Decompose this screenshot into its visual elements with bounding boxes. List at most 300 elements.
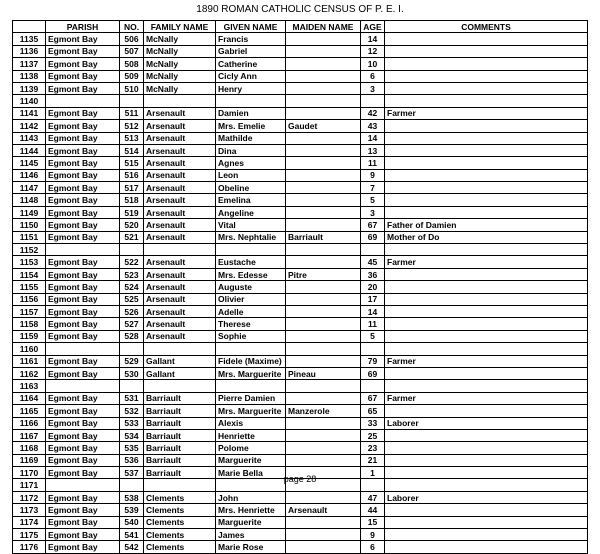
age-cell: 23 [361, 442, 385, 454]
no-cell: 509 [120, 70, 144, 82]
given-name-cell: Sophie [216, 330, 286, 342]
table-row [13, 491, 588, 503]
comments-cell [385, 529, 588, 541]
maiden-name-cell [286, 132, 361, 144]
table-row [13, 58, 588, 70]
parish-cell: Egmont Bay [46, 169, 120, 181]
row-index-cell: 1172 [13, 491, 46, 503]
row-index-cell: 1138 [13, 70, 46, 82]
comments-cell [385, 367, 588, 379]
comments-cell [385, 33, 588, 45]
family-name-cell: Arsenault [144, 305, 216, 317]
given-name-cell: Marguerite [216, 454, 286, 466]
age-cell: 69 [361, 367, 385, 379]
table-row [13, 95, 588, 107]
family-name-cell: Barriault [144, 405, 216, 417]
no-cell: 518 [120, 194, 144, 206]
parish-cell: Egmont Bay [46, 256, 120, 268]
maiden-name-cell [286, 244, 361, 256]
row-index-cell: 1165 [13, 405, 46, 417]
row-index-cell: 1169 [13, 454, 46, 466]
age-cell: 67 [361, 219, 385, 231]
no-cell: 516 [120, 169, 144, 181]
age-cell: 67 [361, 392, 385, 404]
given-name-cell: Leon [216, 169, 286, 181]
row-index-cell: 1171 [13, 479, 46, 491]
comments-cell: Laborer [385, 417, 588, 429]
family-name-cell [144, 244, 216, 256]
given-name-cell: Dina [216, 144, 286, 156]
family-name-cell: McNally [144, 82, 216, 94]
comments-cell [385, 120, 588, 132]
maiden-name-cell [286, 293, 361, 305]
age-cell: 47 [361, 491, 385, 503]
row-index-cell: 1151 [13, 231, 46, 243]
parish-cell: Egmont Bay [46, 219, 120, 231]
parish-cell: Egmont Bay [46, 454, 120, 466]
maiden-name-cell [286, 417, 361, 429]
comments-cell [385, 169, 588, 181]
table-row [13, 529, 588, 541]
maiden-name-cell [286, 541, 361, 553]
given-name-cell: Obeline [216, 182, 286, 194]
parish-cell: Egmont Bay [46, 504, 120, 516]
maiden-name-cell [286, 95, 361, 107]
comments-cell [385, 343, 588, 355]
row-index-cell: 1153 [13, 256, 46, 268]
maiden-name-cell [286, 194, 361, 206]
age-cell: 6 [361, 541, 385, 553]
no-cell: 540 [120, 516, 144, 528]
given-name-cell: Henry [216, 82, 286, 94]
table-row [13, 405, 588, 417]
no-cell: 541 [120, 529, 144, 541]
no-cell [120, 95, 144, 107]
table-row [13, 206, 588, 218]
age-cell [361, 343, 385, 355]
maiden-name-cell [286, 454, 361, 466]
no-cell: 512 [120, 120, 144, 132]
given-name-cell: Marie Bella [216, 467, 286, 479]
parish-cell: Egmont Bay [46, 132, 120, 144]
given-name-cell: Mrs. Marguerite [216, 367, 286, 379]
age-cell: 79 [361, 355, 385, 367]
parish-cell: Egmont Bay [46, 318, 120, 330]
age-cell: 45 [361, 256, 385, 268]
given-name-cell: Auguste [216, 281, 286, 293]
maiden-name-cell: Pitre [286, 268, 361, 280]
comments-cell [385, 132, 588, 144]
comments-cell [385, 516, 588, 528]
comments-cell [385, 281, 588, 293]
maiden-name-cell [286, 442, 361, 454]
no-cell: 526 [120, 305, 144, 317]
comments-cell [385, 330, 588, 342]
row-index-cell: 1162 [13, 367, 46, 379]
table-row [13, 454, 588, 466]
family-name-cell: Arsenault [144, 107, 216, 119]
maiden-name-cell: Gaudet [286, 120, 361, 132]
table-row [13, 442, 588, 454]
family-name-cell: Gallant [144, 367, 216, 379]
maiden-name-cell [286, 343, 361, 355]
age-cell: 69 [361, 231, 385, 243]
no-cell: 520 [120, 219, 144, 231]
no-cell: 514 [120, 144, 144, 156]
parish-cell: Egmont Bay [46, 70, 120, 82]
row-index-cell: 1166 [13, 417, 46, 429]
table-row [13, 219, 588, 231]
comments-header: COMMENTS [385, 21, 588, 33]
age-cell: 11 [361, 318, 385, 330]
row-index-cell: 1135 [13, 33, 46, 45]
given-name-cell: Gabriel [216, 45, 286, 57]
table-row [13, 169, 588, 181]
family-name-cell: Arsenault [144, 281, 216, 293]
given-name-cell: Vital [216, 219, 286, 231]
parish-cell [46, 95, 120, 107]
parish-cell: Egmont Bay [46, 231, 120, 243]
maiden-name-cell [286, 529, 361, 541]
age-cell: 14 [361, 132, 385, 144]
no-cell: 527 [120, 318, 144, 330]
parish-cell: Egmont Bay [46, 392, 120, 404]
given-name-cell: Angeline [216, 206, 286, 218]
maiden-name-cell [286, 318, 361, 330]
family-name-cell: McNally [144, 70, 216, 82]
family-name-cell: Arsenault [144, 219, 216, 231]
maiden-name-cell [286, 82, 361, 94]
given-name-cell: Marguerite [216, 516, 286, 528]
given-name-cell: Alexis [216, 417, 286, 429]
table-row [13, 244, 588, 256]
parish-cell: Egmont Bay [46, 33, 120, 45]
row-index-cell: 1154 [13, 268, 46, 280]
maiden-name-cell: Manzerole [286, 405, 361, 417]
table-row [13, 231, 588, 243]
maiden-name-cell [286, 355, 361, 367]
age-cell: 11 [361, 157, 385, 169]
age-cell [361, 95, 385, 107]
no-cell: 522 [120, 256, 144, 268]
parish-cell: Egmont Bay [46, 355, 120, 367]
table-row [13, 107, 588, 119]
table-row [13, 120, 588, 132]
parish-cell: Egmont Bay [46, 305, 120, 317]
table-row [13, 144, 588, 156]
given-name-cell: John [216, 491, 286, 503]
age-cell: 33 [361, 417, 385, 429]
given-name-cell: Mrs. Henriette [216, 504, 286, 516]
age-cell [361, 380, 385, 392]
age-cell: 10 [361, 58, 385, 70]
family-name-cell: Barriault [144, 392, 216, 404]
maiden-name-cell: Arsenault [286, 504, 361, 516]
no-cell [120, 244, 144, 256]
age-header: AGE [361, 21, 385, 33]
age-cell: 13 [361, 144, 385, 156]
given-name-cell: Damien [216, 107, 286, 119]
table-row [13, 417, 588, 429]
row-index-cell: 1136 [13, 45, 46, 57]
family-name-cell: McNally [144, 58, 216, 70]
table-row [13, 541, 588, 553]
no-cell: 521 [120, 231, 144, 243]
maiden-name-cell [286, 58, 361, 70]
maiden-name-cell [286, 107, 361, 119]
parish-cell: Egmont Bay [46, 330, 120, 342]
row-index-cell: 1157 [13, 305, 46, 317]
row-index-cell: 1175 [13, 529, 46, 541]
table-row [13, 70, 588, 82]
parish-cell: Egmont Bay [46, 429, 120, 441]
family-name-cell: McNally [144, 33, 216, 45]
comments-cell [385, 194, 588, 206]
given-name-cell: Mrs. Marguerite [216, 405, 286, 417]
parish-cell: Egmont Bay [46, 293, 120, 305]
no-cell: 524 [120, 281, 144, 293]
no-header: NO. [120, 21, 144, 33]
family-name-cell: Clements [144, 491, 216, 503]
maiden-name-cell [286, 169, 361, 181]
parish-cell: Egmont Bay [46, 417, 120, 429]
no-cell: 530 [120, 367, 144, 379]
maiden-name-cell [286, 45, 361, 57]
comments-cell: Farmer [385, 392, 588, 404]
row-index-header [13, 21, 46, 33]
maiden-name-cell [286, 429, 361, 441]
parish-cell: Egmont Bay [46, 120, 120, 132]
document-title: 1890 ROMAN CATHOLIC CENSUS OF P. E. I. [196, 4, 404, 15]
no-cell: 532 [120, 405, 144, 417]
given-name-cell: Adelle [216, 305, 286, 317]
row-index-cell: 1145 [13, 157, 46, 169]
row-index-cell: 1144 [13, 144, 46, 156]
table-row [13, 157, 588, 169]
age-cell: 20 [361, 281, 385, 293]
row-index-cell: 1161 [13, 355, 46, 367]
given-name-cell: Eustache [216, 256, 286, 268]
age-cell: 9 [361, 169, 385, 181]
given-name-cell [216, 95, 286, 107]
comments-cell: Father of Damien [385, 219, 588, 231]
given-name-cell [216, 380, 286, 392]
family-name-cell: Arsenault [144, 157, 216, 169]
comments-cell [385, 442, 588, 454]
table-row [13, 33, 588, 45]
row-index-cell: 1173 [13, 504, 46, 516]
parish-cell: Egmont Bay [46, 268, 120, 280]
table-row [13, 392, 588, 404]
maiden-name-cell [286, 206, 361, 218]
maiden-name-cell: Barriault [286, 231, 361, 243]
family-name-cell: Arsenault [144, 169, 216, 181]
no-cell: 537 [120, 467, 144, 479]
comments-cell: Mother of Do [385, 231, 588, 243]
row-index-cell: 1141 [13, 107, 46, 119]
parish-cell [46, 343, 120, 355]
given-name-cell [216, 343, 286, 355]
maiden-name-cell [286, 380, 361, 392]
family-name-cell: Arsenault [144, 293, 216, 305]
age-cell: 21 [361, 454, 385, 466]
comments-cell: Laborer [385, 491, 588, 503]
maiden-name-cell [286, 33, 361, 45]
page-number: page 28 [283, 474, 317, 484]
parish-cell: Egmont Bay [46, 467, 120, 479]
row-index-cell: 1147 [13, 182, 46, 194]
parish-cell: Egmont Bay [46, 206, 120, 218]
table-row [13, 182, 588, 194]
parish-cell: Egmont Bay [46, 45, 120, 57]
age-cell: 3 [361, 206, 385, 218]
row-index-cell: 1158 [13, 318, 46, 330]
family-name-cell: Arsenault [144, 132, 216, 144]
row-index-cell: 1164 [13, 392, 46, 404]
no-cell [120, 380, 144, 392]
table-row [13, 268, 588, 280]
family-name-cell: Arsenault [144, 120, 216, 132]
age-cell: 1 [361, 467, 385, 479]
no-cell: 506 [120, 33, 144, 45]
comments-cell [385, 268, 588, 280]
family-name-cell: Arsenault [144, 256, 216, 268]
no-cell: 511 [120, 107, 144, 119]
table-row [13, 380, 588, 392]
no-cell: 535 [120, 442, 144, 454]
table-row [13, 429, 588, 441]
given-name-header: GIVEN NAME [216, 21, 286, 33]
comments-cell [385, 454, 588, 466]
parish-cell: Egmont Bay [46, 82, 120, 94]
maiden-name-cell [286, 281, 361, 293]
given-name-cell: Mathilde [216, 132, 286, 144]
no-cell: 529 [120, 355, 144, 367]
family-name-cell: Barriault [144, 429, 216, 441]
comments-cell [385, 82, 588, 94]
age-cell: 15 [361, 516, 385, 528]
row-index-cell: 1168 [13, 442, 46, 454]
family-name-cell: Clements [144, 541, 216, 553]
maiden-name-cell [286, 157, 361, 169]
row-index-cell: 1142 [13, 120, 46, 132]
no-cell: 510 [120, 82, 144, 94]
given-name-cell: Therese [216, 318, 286, 330]
comments-cell [385, 95, 588, 107]
comments-cell [385, 144, 588, 156]
given-name-cell: Mrs. Edesse [216, 268, 286, 280]
family-name-cell [144, 380, 216, 392]
no-cell: 528 [120, 330, 144, 342]
family-name-cell: McNally [144, 45, 216, 57]
header-row [13, 21, 588, 33]
family-name-cell: Arsenault [144, 206, 216, 218]
parish-cell: Egmont Bay [46, 157, 120, 169]
row-index-cell: 1170 [13, 467, 46, 479]
table-row [13, 343, 588, 355]
given-name-cell: Fidele (Maxime) [216, 355, 286, 367]
family-name-cell: Arsenault [144, 318, 216, 330]
family-name-cell: Barriault [144, 442, 216, 454]
given-name-cell: Emelina [216, 194, 286, 206]
family-name-cell: Barriault [144, 467, 216, 479]
table-row [13, 318, 588, 330]
given-name-cell: Francis [216, 33, 286, 45]
comments-cell [385, 157, 588, 169]
row-index-cell: 1163 [13, 380, 46, 392]
parish-cell [46, 380, 120, 392]
family-name-header: FAMILY NAME [144, 21, 216, 33]
no-cell: 531 [120, 392, 144, 404]
no-cell: 538 [120, 491, 144, 503]
no-cell: 517 [120, 182, 144, 194]
family-name-cell: Arsenault [144, 330, 216, 342]
comments-cell [385, 58, 588, 70]
row-index-cell: 1152 [13, 244, 46, 256]
table-row [13, 132, 588, 144]
no-cell: 525 [120, 293, 144, 305]
row-index-cell: 1139 [13, 82, 46, 94]
row-index-cell: 1149 [13, 206, 46, 218]
parish-cell: Egmont Bay [46, 58, 120, 70]
age-cell: 5 [361, 330, 385, 342]
parish-cell: Egmont Bay [46, 405, 120, 417]
age-cell: 7 [361, 182, 385, 194]
family-name-cell: Barriault [144, 454, 216, 466]
comments-cell: Farmer [385, 107, 588, 119]
comments-cell: Farmer [385, 355, 588, 367]
table-row [13, 367, 588, 379]
parish-cell: Egmont Bay [46, 529, 120, 541]
given-name-cell: Polome [216, 442, 286, 454]
comments-cell [385, 318, 588, 330]
row-index-cell: 1155 [13, 281, 46, 293]
family-name-cell [144, 95, 216, 107]
given-name-cell: Cicly Ann [216, 70, 286, 82]
parish-header: PARISH [46, 21, 120, 33]
comments-cell [385, 305, 588, 317]
family-name-cell: Gallant [144, 355, 216, 367]
maiden-name-cell [286, 70, 361, 82]
age-cell: 6 [361, 70, 385, 82]
given-name-cell: Agnes [216, 157, 286, 169]
family-name-cell: Clements [144, 529, 216, 541]
comments-cell [385, 380, 588, 392]
age-cell: 25 [361, 429, 385, 441]
comments-cell [385, 504, 588, 516]
parish-cell: Egmont Bay [46, 442, 120, 454]
table-row [13, 194, 588, 206]
given-name-cell: Catherine [216, 58, 286, 70]
parish-cell: Egmont Bay [46, 144, 120, 156]
family-name-cell: Arsenault [144, 144, 216, 156]
age-cell: 17 [361, 293, 385, 305]
no-cell: 519 [120, 206, 144, 218]
maiden-name-cell [286, 219, 361, 231]
table-row [13, 293, 588, 305]
comments-cell [385, 206, 588, 218]
parish-cell: Egmont Bay [46, 516, 120, 528]
row-index-cell: 1137 [13, 58, 46, 70]
maiden-name-cell [286, 144, 361, 156]
parish-cell: Egmont Bay [46, 107, 120, 119]
family-name-cell [144, 343, 216, 355]
family-name-cell: Arsenault [144, 194, 216, 206]
table-row [13, 330, 588, 342]
no-cell: 539 [120, 504, 144, 516]
age-cell [361, 244, 385, 256]
age-cell: 36 [361, 268, 385, 280]
